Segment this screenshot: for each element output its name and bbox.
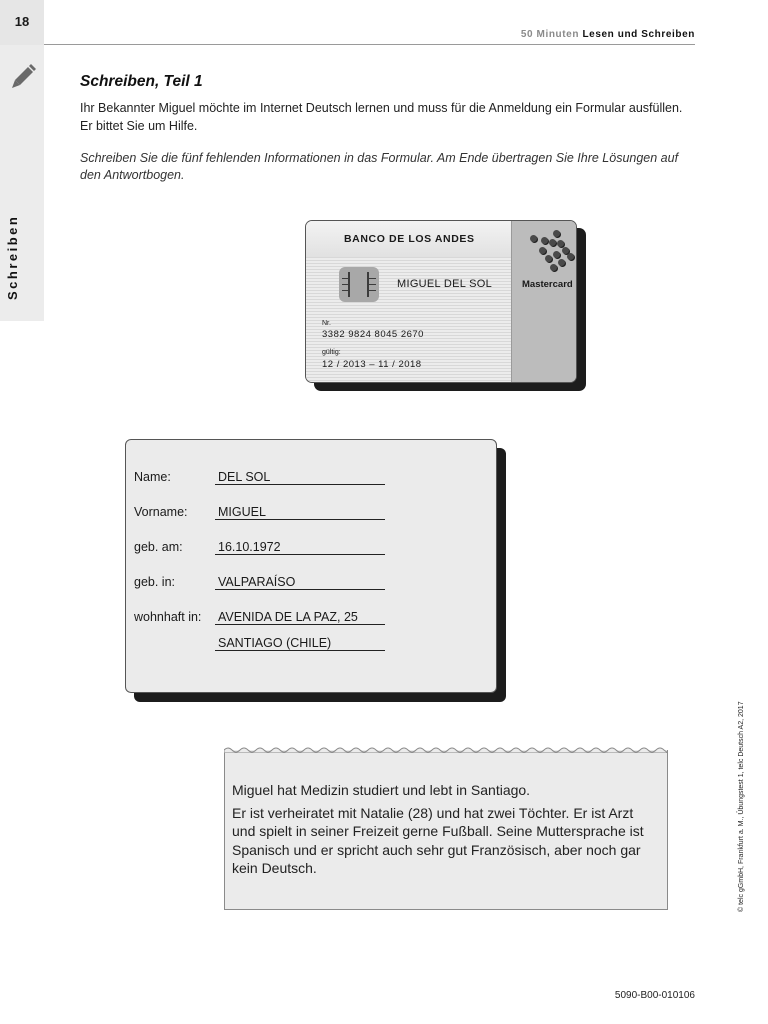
credit-card [305, 220, 577, 383]
form-label-name: Name: [134, 470, 171, 484]
card-number-label: Nr. [322, 320, 331, 327]
form-field-birthdate[interactable]: 16.10.1972 [215, 540, 385, 555]
mastercard-dots-icon [512, 225, 577, 273]
form-field-name[interactable]: DEL SOL [215, 470, 385, 485]
header-prefix: 50 Minuten [520, 29, 580, 40]
pencil-icon [9, 62, 37, 90]
form-field-address-line2[interactable]: SANTIAGO (CHILE) [215, 636, 385, 651]
card-number: 3382 9824 8045 2670 [322, 329, 424, 340]
note-line-1: Miguel hat Medizin studiert und lebt in Santiago. [232, 782, 531, 798]
section-title: Schreiben, Teil 1 [80, 73, 203, 90]
footer-code: 5090-B00-010106 [614, 990, 695, 1001]
form-field-birthplace[interactable]: VALPARAÍSO [215, 575, 385, 590]
bank-name: BANCO DE LOS ANDES [344, 233, 475, 245]
card-valid-label: gültig: [322, 349, 341, 356]
form-label-vorname: Vorname: [134, 505, 188, 519]
header-rule [44, 44, 695, 45]
note-text [232, 781, 660, 878]
running-header [521, 29, 695, 40]
form-label-birthplace: geb. in: [134, 575, 176, 589]
form-field-vorname[interactable]: MIGUEL [215, 505, 385, 520]
form-label-address: wohnhaft in: [134, 610, 202, 624]
chip-icon [339, 267, 379, 302]
copyright-notice: © telc gGmbH, Frankfurt a. M., Übungstest 1, telc Deutsch A2, 2017 [738, 701, 745, 912]
form-field-address-line1[interactable]: AVENIDA DE LA PAZ, 25 [215, 610, 385, 625]
intro-text: Ihr Bekannter Miguel möchte im Internet Deutsch lernen und muss für die Anmeldung ein Formular ausfüllen. Er bittet Sie um Hilfe. [80, 101, 683, 133]
card-brand: Mastercard [522, 279, 573, 290]
form-label-birthdate: geb. am: [134, 540, 183, 554]
side-section-label: Schreiben [5, 214, 20, 300]
note-wavy-edge [224, 745, 668, 753]
task-instruction: Schreiben Sie die fünf fehlenden Informationen in das Formular. Am Ende übertragen Sie Ihre Lösungen auf den Antwortbogen. [80, 151, 679, 182]
card-holder-name: MIGUEL DEL SOL [397, 278, 493, 290]
header-title: Lesen und Schreiben [582, 29, 695, 40]
page-number: 18 [14, 14, 30, 29]
note-line-2: Er ist verheiratet mit Natalie (28) und hat zwei Töchter. Er ist Arzt und spielt in seiner Freizeit gerne Fußball. Seine Muttersprache ist Spanisch und er spricht auch sehr gut Französisch, aber noch gar kein Deutsch. [232, 804, 644, 876]
card-valid-dates: 12 / 2013 – 11 / 2018 [322, 359, 422, 370]
